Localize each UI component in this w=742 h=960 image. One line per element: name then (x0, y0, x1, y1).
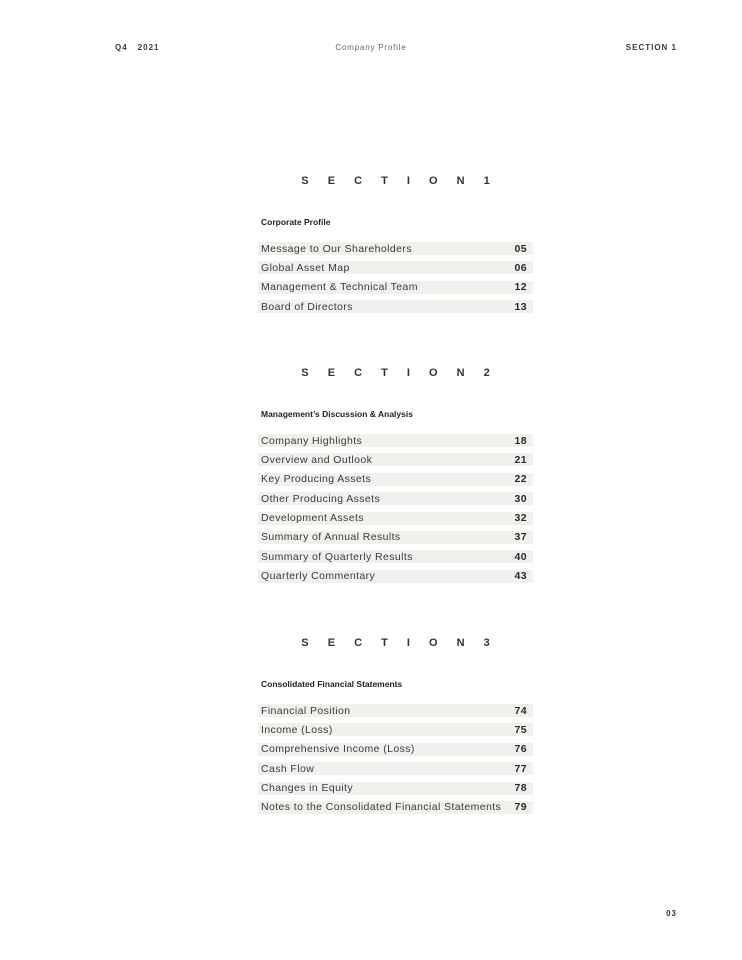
toc-row[interactable] (258, 453, 533, 466)
section-subtitle: Management’s Discussion & Analysis (261, 409, 413, 419)
toc-page: 13 (514, 300, 527, 313)
toc-row[interactable] (258, 434, 533, 447)
toc-page: 43 (514, 570, 527, 583)
toc-row[interactable] (258, 512, 533, 525)
toc-page: 74 (514, 704, 527, 717)
toc-row[interactable] (258, 570, 533, 583)
toc-row[interactable] (258, 743, 533, 756)
toc-label: Message to Our Shareholders (261, 242, 412, 255)
toc-label: Key Producing Assets (261, 473, 372, 486)
toc-list (258, 704, 533, 820)
toc-page: 76 (514, 743, 527, 756)
toc-page: 37 (514, 531, 527, 544)
toc-row[interactable] (258, 492, 533, 505)
toc-row[interactable] (258, 300, 533, 313)
section-subtitle: Corporate Profile (261, 217, 331, 227)
header-title: Company Profile (335, 43, 407, 52)
toc-label: Quarterly Commentary (261, 570, 376, 583)
toc-row[interactable] (258, 704, 533, 717)
toc-page: 30 (514, 492, 527, 505)
toc-row[interactable] (258, 261, 533, 274)
toc-page: 05 (514, 242, 527, 255)
toc-label: Development Assets (261, 512, 364, 525)
toc-label: Overview and Outlook (261, 453, 373, 466)
toc-label: Other Producing Assets (261, 492, 381, 505)
toc-page: 21 (514, 453, 527, 466)
toc-label: Board of Directors (261, 300, 353, 313)
toc-page: 78 (514, 782, 527, 795)
toc-row[interactable] (258, 801, 533, 814)
toc-label: Income (Loss) (261, 723, 333, 736)
toc-list (258, 242, 533, 320)
toc-label: Summary of Annual Results (261, 531, 401, 544)
toc-label: Comprehensive Income (Loss) (261, 743, 415, 756)
toc-row[interactable] (258, 550, 533, 563)
section-heading: S E C T I O N 1 (301, 175, 498, 187)
toc-list (258, 434, 533, 589)
toc-label: Changes in Equity (261, 782, 354, 795)
toc-page: 79 (514, 801, 527, 814)
toc-label: Notes to the Consolidated Financial Statements (261, 801, 502, 814)
toc-page: 77 (514, 762, 527, 775)
toc-label: Cash Flow (261, 762, 315, 775)
toc-page: 22 (514, 473, 527, 486)
toc-row[interactable] (258, 762, 533, 775)
toc-page: 06 (514, 261, 527, 274)
toc-label: Management & Technical Team (261, 281, 418, 294)
toc-page: 12 (514, 281, 527, 294)
toc-row[interactable] (258, 281, 533, 294)
toc-page: 40 (514, 550, 527, 563)
page-number: 03 (666, 909, 677, 918)
toc-label: Summary of Quarterly Results (261, 550, 413, 563)
toc-label: Company Highlights (261, 434, 363, 447)
toc-row[interactable] (258, 723, 533, 736)
toc-page: 18 (514, 434, 527, 447)
section-2 (258, 367, 533, 583)
header-quarter: Q4 (115, 43, 128, 52)
toc-row[interactable] (258, 782, 533, 795)
header-section: SECTION 1 (625, 43, 677, 52)
section-heading: S E C T I O N 3 (301, 637, 498, 649)
toc-label: Financial Position (261, 704, 351, 717)
section-1 (258, 175, 533, 313)
section-3 (258, 637, 533, 814)
section-heading: S E C T I O N 2 (301, 367, 498, 379)
section-subtitle: Consolidated Financial Statements (261, 679, 403, 689)
toc-row[interactable] (258, 242, 533, 255)
toc-page: 75 (514, 723, 527, 736)
header-year: 2021 (137, 43, 160, 52)
toc-page: 32 (514, 512, 527, 525)
toc-row[interactable] (258, 473, 533, 486)
toc-row[interactable] (258, 531, 533, 544)
toc-label: Global Asset Map (261, 261, 350, 274)
